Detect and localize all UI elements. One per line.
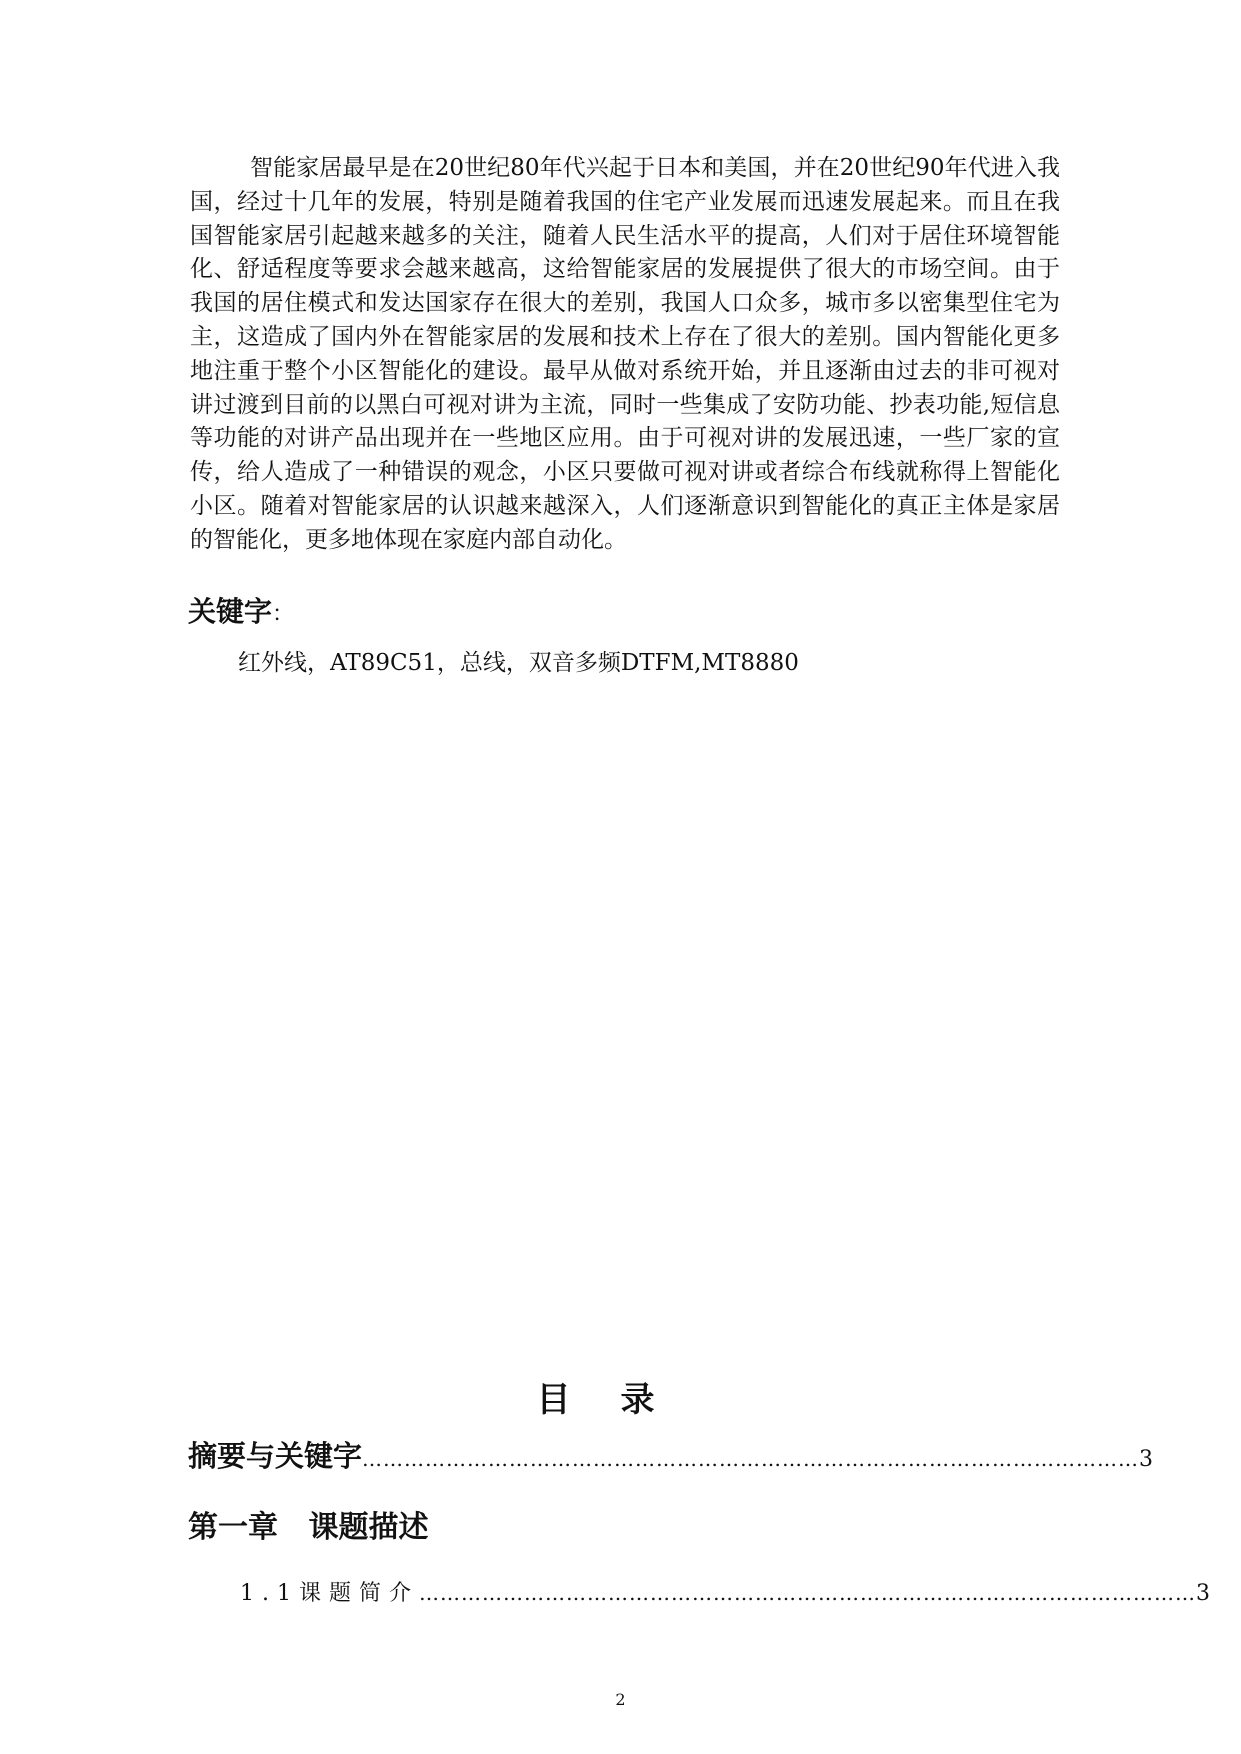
keywords-heading-text: 关键字 xyxy=(188,595,273,628)
abstract-paragraph: 智能家居最早是在20世纪80年代兴起于日本和美国，并在20世纪90年代进入我国，经过十几年的发展，特别是随着我国的住宅产业发展而迅速发展起来。而且在我国智能家居引起越来越多的关注，随着人民生活水平的提高，人们对于居住环境智能化、舒适程度等要求会越来越高，这给智能家居的发展提供了很大的市场空间。由于我国的居住模式和发达国家存在很大的差别，我国人口众多，城市多以密集型住宅为主，这造成了国内外在智能家居的发展和技术上存在了很大的差别。国内智能化更多地注重于整个小区智能化的建设。最早从做对系统开始，并且逐渐由过去的非可视对讲过渡到目前的以黑白可视对讲为主流，同时一些集成了安防功能、抄表功能,短信息等功能的对讲产品出现并在一些地区应用。由于可视对讲的发展迅速，一些厂家的宣传，给人造成了一种错误的观念，小区只要做可视对讲或者综合布线就称得上智能化小区。随着对智能家居的认识越来越深入，人们逐渐意识到智能化的真正主体是家居的智能化，更多地体现在家庭内部自动化。 xyxy=(190,155,1060,553)
keywords-heading xyxy=(188,590,294,630)
toc-entry-page: 3 xyxy=(1196,1581,1210,1606)
toc-entry-abstract[interactable] xyxy=(188,1434,1154,1475)
toc-entry-label: 1.1课题简介 xyxy=(240,1581,419,1606)
keywords-list: 红外线，AT89C51，总线，双音多频DTFM,MT8880 xyxy=(238,650,799,676)
toc-entry-label: 摘要与关键字 xyxy=(188,1439,363,1473)
page-number: 2 xyxy=(615,1690,626,1709)
toc-entry-section-1-1[interactable] xyxy=(240,1576,1210,1607)
keywords-colon: ： xyxy=(272,602,295,627)
toc-leader-dots: ………………………………………………………………………………………………… xyxy=(419,1581,1196,1605)
toc-chapter-heading[interactable]: 第一章 课题描述 xyxy=(188,1510,429,1545)
toc-entry-page: 3 xyxy=(1139,1447,1154,1472)
toc-leader-dots: ………………………………………………………………………………………………… xyxy=(362,1447,1140,1471)
toc-title: 目录 xyxy=(536,1380,705,1420)
